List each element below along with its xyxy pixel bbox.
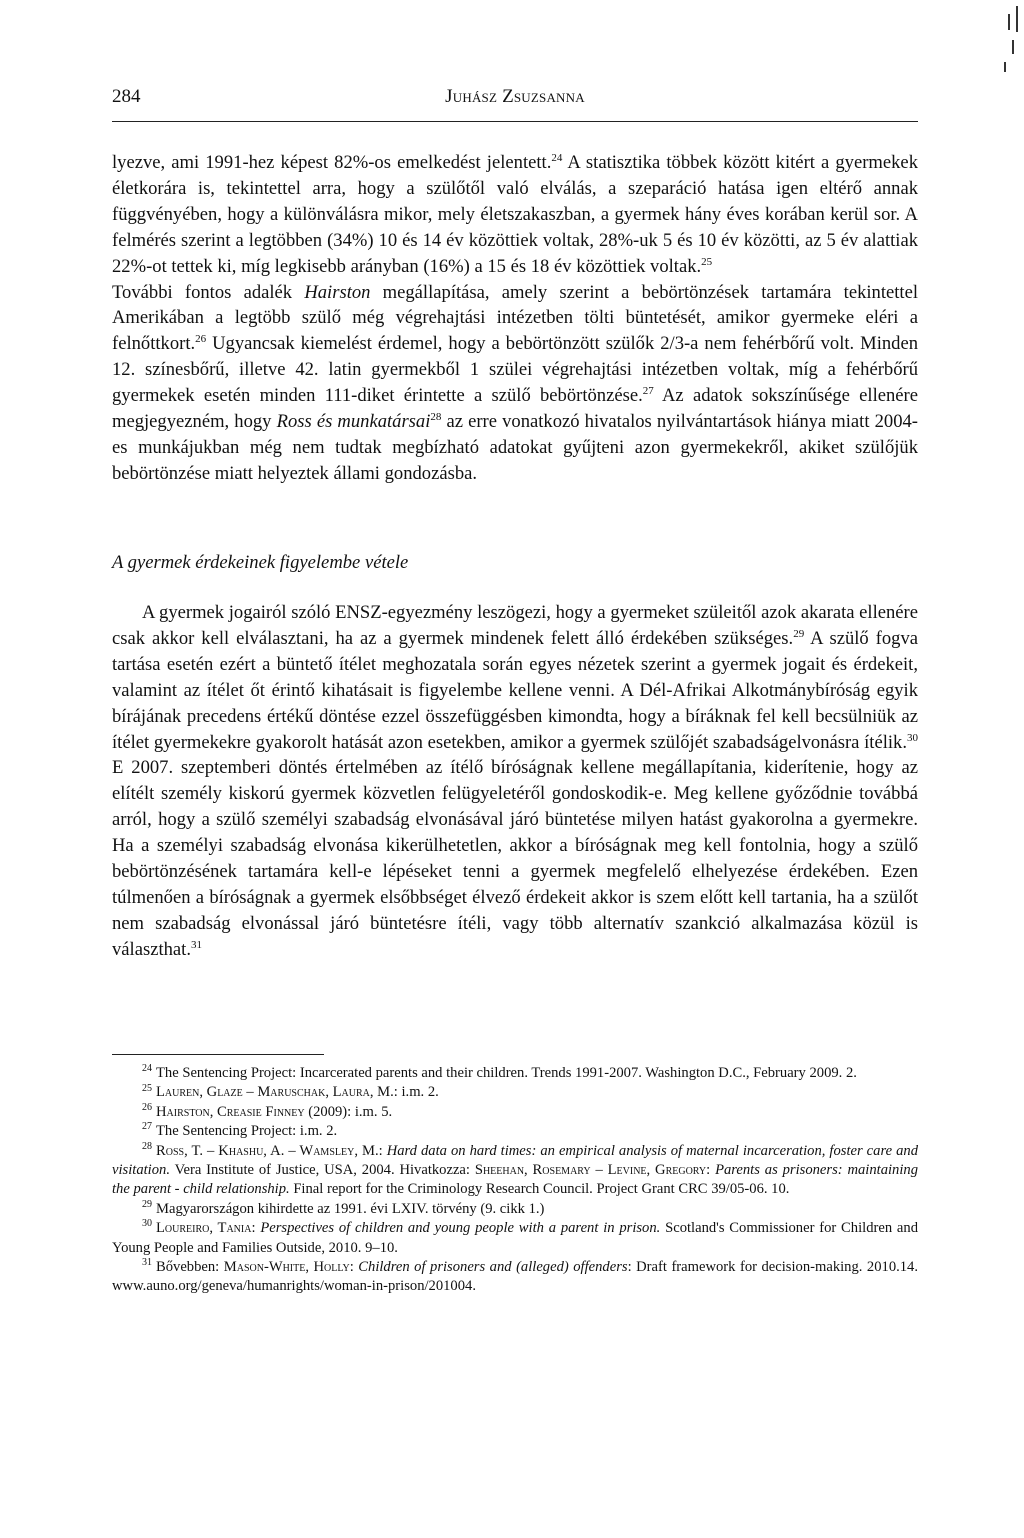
section-title: A gyermek érdekeinek figyelembe vétele: [112, 552, 409, 573]
footnote-number: 29: [142, 1198, 152, 1210]
footnote-ref-26[interactable]: 26: [195, 333, 207, 346]
footnote-number: 25: [142, 1082, 152, 1094]
footnote-title: Children of prisoners and (alleged) offenders: [358, 1259, 628, 1276]
footnote-text: : Draft framework for decision-making. 2010.14. www.auno.org/geneva/humanrights/woman-in-prison/201004.: [112, 1259, 919, 1295]
footnote-25: [112, 1083, 918, 1102]
footnote-31: [112, 1258, 918, 1297]
text-run: A szülő fogva tartása esetén ezért a büntető ítélet meghozatala során egyes nézetek szerint a gyermek jogait és érdekeit, valamint az ítélet őt érintő kihatásait is figyelembe kellene venni. A Dél-Afrikai Alkotmánybíróság egyik bírájának precedens értékű döntése ezzel összefüggésben kimondta, hogy a bíráknak fel kell becsülniük az ítélet gyermekekre gyakorolt hatását azon esetekben, amikor a gyermek szülőjét szabadságelvonásra ítélik.: [112, 627, 918, 753]
footnote-number: 27: [142, 1121, 152, 1133]
footnote-text: : i.m. 2.: [393, 1084, 439, 1101]
footnote-ref-30[interactable]: 30: [907, 731, 918, 744]
footnotes: [112, 1064, 918, 1297]
footnote-number: 30: [142, 1218, 152, 1230]
text-run: megállapítása, amely szerint a bebörtönzések tartamára tekintettel Amerikában a legtöbb szülő még végrehajtási intézetben tölti büntetését, amikor gyermeke eléri a felnőttkort.: [112, 281, 919, 355]
text-run: E 2007. szeptemberi döntés értelmében az ítélő bíróságnak kellene megállapítania, kiderítenie, hogy az elítélt személy kiskorú gyermek közvetlen felügyeletéről gondoskodik-e. Meg kellene győződnie továbbá arról, hogy a szülő személyi szabadság elvonásával járó büntetése milyen hatást gyakorolna a gyermekre. Ha a személyi szabadság elvonása kikerülhetetlen, akkor a bíróságnak meg kell fontolnia, hogy a szülő bebörtönzésének tartamára kell-e lépéseket tenni a gyermek megfelelő elhelyezése érdekében. Ezen túlmenően a bíróságnak a gyermek elsőbbséget élvező érdekeit akkor is szem előtt kell tartania, ha a szülőt nem szabadság elvonással járó büntetésre ítéli, vagy több alternatív szankció alkalmazása közül is választhat.: [112, 757, 918, 960]
text-run: az erre vonatkozó hivatalos nyilvántartások hiánya miatt 2004-es munkájukban még nem tudtak megbízható adatokat gyűjteni azon gyermekekről, akiket szülőjük bebörtönzése miatt helyeztek állami gondozásba.: [112, 411, 918, 484]
footnote-29: [112, 1200, 918, 1219]
footnote-text: Vera Institute of Justice, USA, 2004. Hivatkozza:: [169, 1162, 475, 1179]
paragraph-1: [112, 150, 918, 280]
paragraph-2: [112, 280, 918, 487]
footnote-text: Scotland's Commissioner for Children and Young People and Families Outside, 2010. 9–10.: [112, 1220, 918, 1256]
footnote-24: [112, 1064, 918, 1083]
footnote-colon: :: [378, 1142, 387, 1159]
footnote-names: Ross, T. – Khashu, A. – Wamsley, M.: [156, 1142, 379, 1159]
footnote-colon: :: [706, 1162, 716, 1179]
text-run: További fontos adalék: [112, 281, 305, 303]
footnote-26: [112, 1103, 918, 1122]
footnote-ref-28[interactable]: 28: [430, 410, 442, 423]
footnote-names: Mason-White, Holly: [223, 1259, 350, 1276]
footnote-title-2: Parents as prisoners: maintaining the parent - child relationship.: [112, 1162, 918, 1198]
text-run: Az adatok sokszínűsége ellenére megjegyezném, hogy: [112, 385, 918, 433]
footnote-number: 26: [142, 1101, 152, 1113]
scan-mark: [1004, 62, 1006, 72]
body-text-bottom: [112, 600, 918, 963]
footnote-number: 28: [142, 1140, 152, 1152]
footnote-text: Magyarországon kihirdette az 1991. évi LXIV. törvény (9. cikk 1.): [156, 1200, 545, 1217]
footnote-28: [112, 1142, 918, 1200]
footnote-rule: [112, 1054, 324, 1055]
footnote-number: 31: [142, 1257, 152, 1269]
footnote-text: The Sentencing Project: Incarcerated parents and their children. Trends 1991-2007. Washington D.C., February 2009. 2.: [156, 1065, 857, 1081]
page-header: [112, 86, 918, 116]
text-run: lyezve, ami 1991-hez képest 82%-os emelkedést jelentett.: [112, 152, 552, 173]
author-hairston: Hairston: [304, 281, 371, 303]
body-text-top: [112, 150, 918, 487]
footnote-text: The Sentencing Project: i.m. 2.: [156, 1123, 338, 1140]
footnote-text: Final report for the Criminology Research Council. Project Grant CRC 39/05-06. 10.: [289, 1181, 790, 1198]
footnote-ref-24[interactable]: 24: [551, 151, 563, 164]
page-number: 284: [112, 86, 141, 107]
author-first-name: Juhász: [445, 86, 498, 107]
footnote-lead: Bővebben:: [156, 1259, 224, 1276]
footnote-ref-29[interactable]: 29: [793, 627, 805, 640]
footnote-ref-31[interactable]: 31: [191, 938, 202, 951]
footnote-title: Perspectives of children and young people with a parent in prison.: [260, 1220, 661, 1237]
text-run: Ugyancsak kiemelést érdemel, hogy a bebörtönzött szülők 2/3-a nem fehérbőrű volt. Minden 12. színesbőrű, illetve 42. latin gyermekből 1 szülei végrehajtási intézetben voltak, míg a fehérbőrű gyermekek esetén minden 111-diket érintette a szülő bebörtönzése.: [112, 333, 918, 407]
scan-mark: [1016, 6, 1018, 32]
paragraph-3: [112, 600, 918, 963]
footnote-30: [112, 1219, 918, 1258]
footnote-number: 24: [142, 1063, 152, 1075]
scan-mark: [1008, 14, 1010, 30]
footnote-names-2: Sheehan, Rosemary – Levine, Gregory: [474, 1162, 707, 1179]
scan-edge-marks: [1002, 0, 1020, 90]
author-last-name: Zsuzsanna: [502, 86, 585, 107]
footnote-names: Loureiro, Tania: [156, 1220, 252, 1237]
text-run: A statisztika többek között kitért a gyermekek életkorára is, tekintettel arra, hogy a szülőtől való elválás, a szeparáció hatása igen eltérő annak függvényében, hogy a különválásra mikor, mely életszakaszban, a gyermek hány éves korában kerül sor. A felmérés szerint a legtöbben (34%) 10 és 14 év közöttiek voltak, 28%-uk 5 és 10 év közötti, az 5 év alattiak 22%-ot tettek ki, míg legkisebb arányban (16%) a 15 és 18 év közöttiek voltak.: [112, 152, 918, 277]
footnote-text: (2009): i.m. 5.: [304, 1103, 393, 1120]
footnote-27: [112, 1122, 918, 1141]
header-rule: [112, 121, 918, 122]
running-head: [112, 86, 918, 108]
footnote-names: Lauren, Glaze – Maruschak, Laura, M.: [156, 1084, 394, 1101]
footnote-names: Hairston, Creasie Finney: [156, 1103, 305, 1120]
text-run: A gyermek jogairól szóló ENSZ-egyezmény leszögezi, hogy a gyermeket szüleitől azok akarata ellenére csak akkor kell elválasztani, ha az a gyermek mindenek felett álló érdekében szükséges.: [112, 602, 918, 649]
footnote-ref-25[interactable]: 25: [701, 255, 713, 268]
author-ross: Ross és munkatársai: [276, 411, 431, 433]
footnote-title: Hard data on hard times: an empirical analysis of maternal incarceration, foster care and visitation.: [112, 1142, 918, 1179]
footnote-colon: :: [251, 1220, 261, 1237]
footnote-ref-27[interactable]: 27: [642, 384, 654, 397]
scan-mark: [1012, 40, 1014, 54]
footnote-colon: :: [349, 1259, 359, 1276]
